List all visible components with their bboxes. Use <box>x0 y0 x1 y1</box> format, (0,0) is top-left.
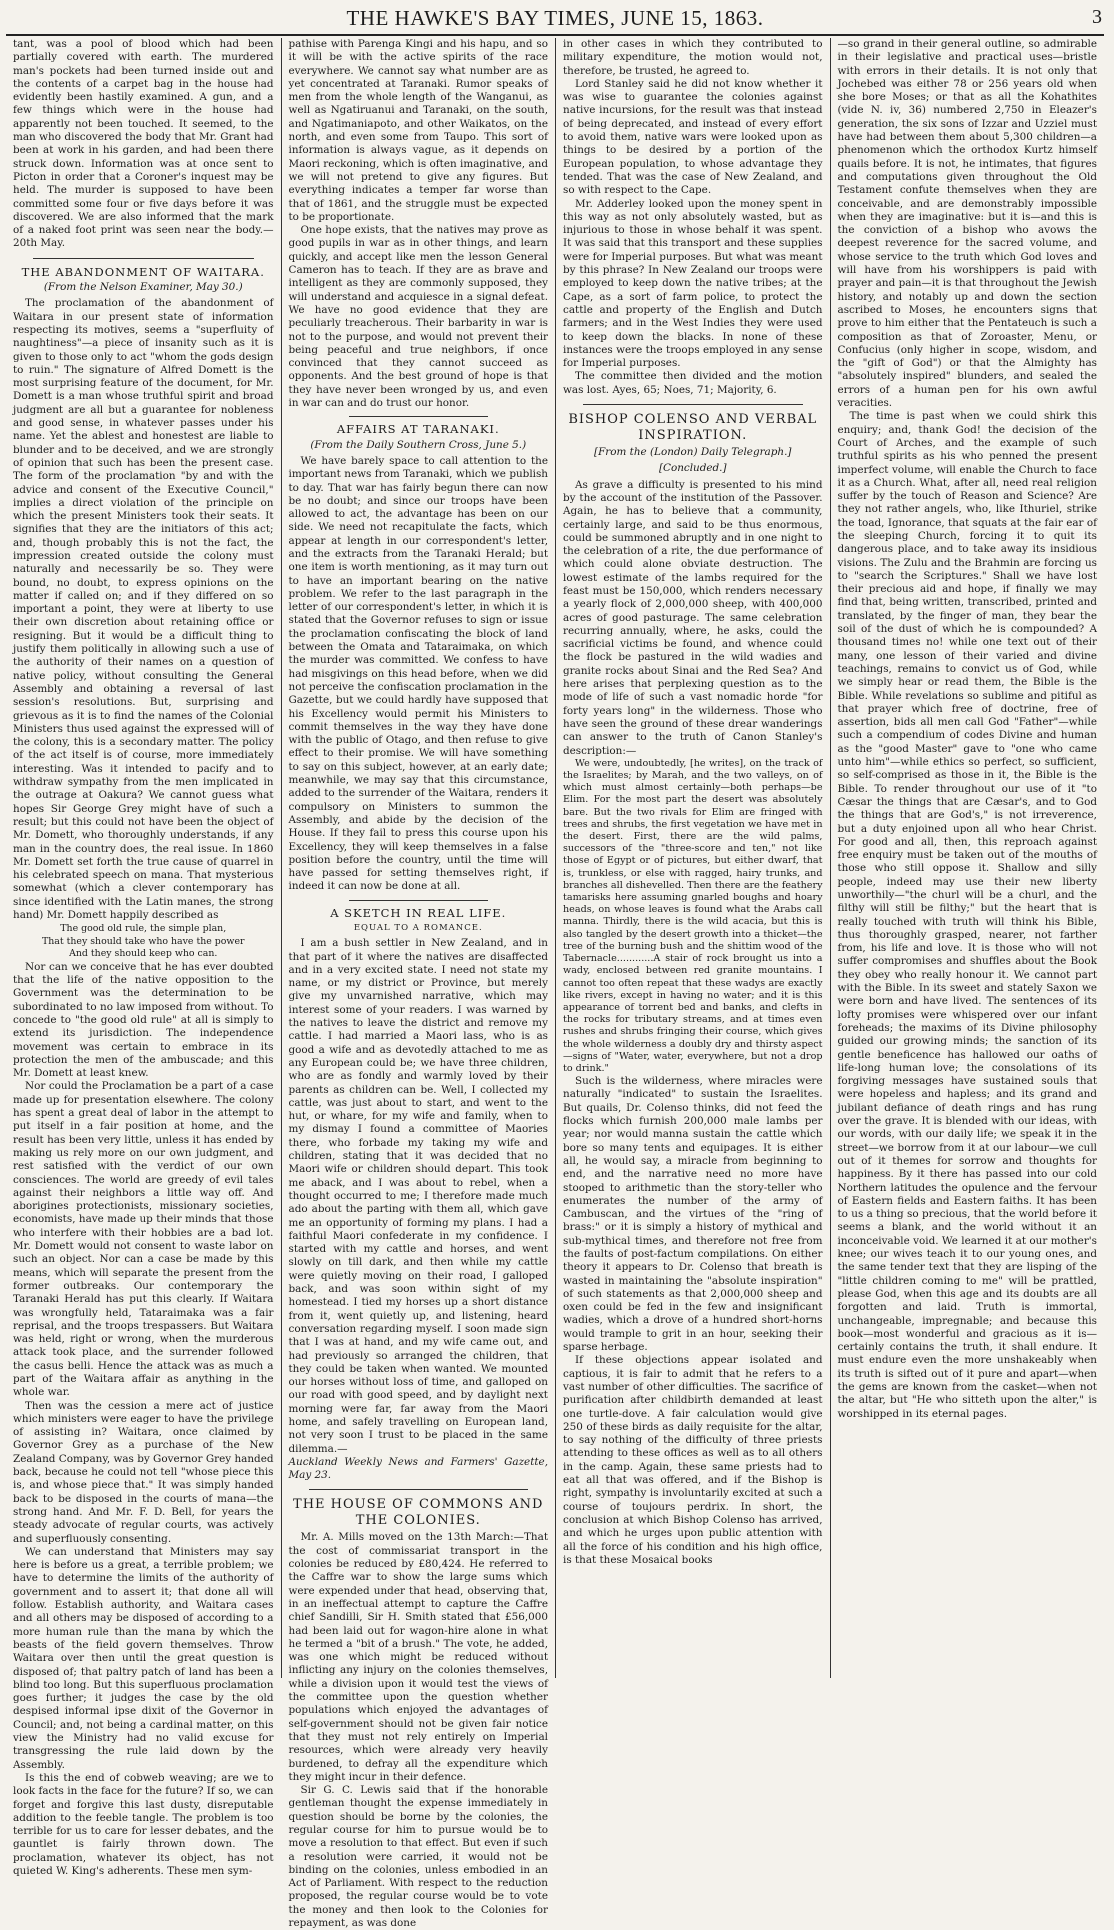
column-4 <box>830 38 1105 1678</box>
paragraph: We have barely space to call attention to the important news from Taranaki, which we publish to day. That war has fairly begun there can now be no doubt; and since our troops have been allowed to act, the advantage has been on our side. We need not recapitulate the facts, which appear at length in our correspondent's letter, and the extracts from the Taranaki Herald; but one item is worth mentioning, as it may turn out to have an important bearing on the native problem. We refer to the last paragraph in the letter of our correspondent's letter, in which it is stated that the Governor refuses to sign or issue the proclamation confiscating the block of land between the Omata and Tataraimaka, on which the murder was committed. We confess to have had misgivings on this head before, when we did not perceive the confiscation proclamation in the Gazette, but we could hardly have supposed that his Excellency would permit his Ministers to commit themselves in the way they have done with the public of Otago, and then refuse to give effect to their promise. We will have something to say on this subject, however, at an early date; meanwhile, we may say that this circumstance, added to the surrender of the Waitara, renders it compulsory on Ministers to summon the Assembly, and abide by the decision of the House. If they fail to press this course upon his Excellency, they will keep themselves in a false position before the country, until the time will have passed for setting themselves right, if indeed it can now be done at all. <box>288 454 548 893</box>
paragraph: We can understand that Ministers may say here is before us a great, a terrible problem; we have to determine the limits of the authority of government and to assert it; that done all will follow. Establish authority, and Waitara cases and all others may be disposed of according to a more human rule than the mana by which the beasts of the field govern themselves. Throw Waitara over then until the great question is disposed of; that paltry patch of land has been a blind too long. But this superfluous proclamation goes further; it judges the case by the old despised informal ipse dixit of the Governor in Council; and, not being a cardinal matter, on this view the Ministry had no valid excuse for transgressing the rule laid down by the Assembly. <box>13 1545 274 1771</box>
paragraph: The committee then divided and the motion was lost. Ayes, 65; Noes, 71; Majority, 6. <box>563 370 823 396</box>
paragraph: One hope exists, that the natives may prove as good pupils in war as in other things, and learn quickly, and accept like men the lesson General Cameron has to teach. If they are as brave and intelligent as they are commonly supposed, they will understand and acquiesce in a signal defeat. We have no good evidence that they are peculiarly treacherous. Their barbarity in war is not to the purpose, and would not prevent their being peaceful and true neighbors, if once convinced that they cannot succeed as opponents. And the best ground of hope is that they have never been wronged by us, and even in war can and do trust our honor. <box>288 224 548 410</box>
block-quote: We were, undoubtedly, [he writes], on the track of the Israelites; by Marah, and the two valleys, on of which must almost certainly—both perhaps—be Elim. For the most part the desert was absolutely bare. But the two rivals for Elim are fringed with trees and shrubs, the first vegetation we have met in the desert. First, there are the wild palms, successors of the "three-score and ten," not like those of Egypt or of pictures, but either dwarf, that is, trunkless, or else with ragged, hairy trunks, and branches all dishevelled. Then there are the feathery tamarisks here assuming gnarled boughs and hoary heads, on whose leaves is found what the Arabs call manna. Thirdly, there is the wild acacia, but this is also tangled by the desert growth into a thicket—the tree of the burning bush and the shittim wood of the Tabernacle............A stair of rock brought us into a wady, enclosed between red granite mountains. I cannot too often repeat that these wadys are exactly like rivers, except in having no water; and it is this appearance of torrent bed and banks, and clefts in the rocks for tributary streams, and at times even rushes and shrubs fringing their course, which gives the whole wilderness a doubly dry and thirsty aspect—signs of "Water, water, everywhere, but not a drop to drink." <box>563 757 823 1074</box>
paragraph: Nor could the Proclamation be a part of a case made up for presentation elsewhere. The colony has spent a great deal of labor in the attempt to put itself in a fair position at home, and the result has been very little, unless it has ended by making us rely more on our own judgment, and rest satisfied with the verdict of our own consciences. The world are greedy of evil tales against their neighbors a little way off. And aborigines protectionists, missionary societies, economists, have made up their minds that those who interfere with their hobbies are a bad lot. Mr. Domett would not consent to waste labor on such an object. Nor can a case be made by this means, which will separate the present from the former outbreaks. Our contemporary the Taranaki Herald has put this clearly. If Waitara was wrongfully held, Tataraimaka was a fair reprisal, and the troops trespassers. But Waitara was held, right or wrong, when the murderous attack took place, and the surrender followed the casus belli. Hence the attack was as much a part of the Waitara affair as anything in the whole war. <box>13 1080 274 1399</box>
paragraph: If these objections appear isolated and captious, it is fair to admit that he refers to a vast number of other difficulties. The sacrifice of purification after childbirth demanded at least one turtle-dove. A fair calculation would give 250 of these birds as daily requisite for the altar, to say nothing of the difficulty of three priests attending to these offices as well as to all others in the camp. Again, these same priests had to eat all that was offered, and if the Bishop is right, sympathy is involuntarily excited at such a course of toujours perdrix. In short, the conclusion at which Bishop Colenso has arrived, and which he urges upon public attention with all the force of his condition and his high office, is that these Mosaical books <box>563 1354 823 1566</box>
article-source: (From the Nelson Examiner, May 30.) <box>43 281 243 294</box>
divider <box>583 404 803 405</box>
article-heading: THE ABANDONMENT OF WAITARA. <box>21 264 265 279</box>
masthead <box>6 0 1104 36</box>
article-columns <box>6 38 1104 1930</box>
paragraph: Mr. Adderley looked upon the money spent in this way as not only absolutely wasted, but as injurious to those in whose behalf it was spent. It was said that this transport and these supplies were for Imperial purposes. But what was meant by this phrase? In New Zealand our troops were employed to keep down the native tribes; at the Cape, as a sort of farm police, to protect the cattle and property of the English and Dutch farmers; and in the West Indies they were used to keep down the blacks. In none of these instances were the troops employed in any sense for Imperial purposes. <box>563 197 823 370</box>
divider <box>309 1489 529 1490</box>
article-source-note: [Concluded.] <box>658 462 727 475</box>
article-continued-text: in other cases in which they contributed to military expenditure, the motion would not, therefore, be trusted, he agreed to. <box>563 38 823 77</box>
paragraph: The proclamation of the abandonment of Waitara in our present state of information respecting its motives, seems a "superfluity of naughtiness"—a piece of insanity such as it is given to those only to act "whom the gods design to ruin." The signature of Alfred Domett is the most surprising feature of the document, for Mr. Domett is a man whose truthful spirit and broad judgment are all but a guarantee for nobleness and good sense, in whatever passes under his name. Yet the ablest and honestest are liable to blunder and to be deceived, and we are strongly of opinion that such has been the present case. The form of the proclamation "by and with the advice and consent of the Executive Council," implies a direct violation of the principle on which the present Ministers took their seats. It signifies that they are the initiators of this act; and, though probably this is not the fact, the impression created outside the colony must naturally and necessarily be so. They were bound, no doubt, to express opinions on the matter if called on; and if they differed on so important a point, they were at liberty to use their own discretion about retaining office or resigning. But it would be a difficult thing to justify them politically in allowing such a use of the authority of their names on a question of native policy, without consulting the General Assembly and obtaining a reversal of last session's resolutions. But, surprising and grievous as it is to find the names of the Colonial Ministers thus used against the expressed will of the colony, this is a secondary matter. The policy of the act itself is of course, more immediately interesting. Was it intended to pacify and to withdraw sympathy from the men implicated in the outrage at Oakura? We cannot guess what hopes Sir George Grey might have of such a result; but this could not have been the object of Mr. Domett, who thoroughly understands, if any man in the country does, the real issue. In 1860 Mr. Domett set forth the true cause of quarrel in his celebrated speech on mana. That mysterious somewhat (which a clever contemporary has since identified with the Latin manes, the strong hand) Mr. Domett happily described as <box>13 297 274 921</box>
verse-line: And they should keep who can. <box>69 948 218 960</box>
divider <box>33 258 254 259</box>
paragraph: The time is past when we could shirk this enquiry; and, thank God! the decision of the Court of Arches, and the example of such truthful spirits as his who penned the present imperfect volume, will enable the Church to face it as a Church. What, after all, need real religion suffer by the touch of Reason and Science? Are they not rather angels, who, like Ithuriel, strike the toad, Ignorance, that squats at the fair ear of the sleeping Church, forcing it to quit its dangerous place, and to take away its insidious visions. The Zulu and the Brahmin are forcing us to "search the Scriptures." Shall we have lost their precious aid and hope, if finally we may find that, being written, transcribed, printed and translated, by the finger of man, they bear the soil of the dust of which he is compounded? A thousand times no! while one text out of their many, one lesson of their varied and divine teachings, remains to convict us of God, while we simply hear or read them, the Bible is the Bible. While revelations so sublime and pitiful as that prayer which free of doctrine, free of assertion, bids all men call God "Father"—while such a compendium of codes Divine and human as the "good Master" gave to "one who came unto him"—while ethics so perfect, so sufficient, so self-comprised as those in it, the Bible is the Bible. To render throughout our use of it "to Cæsar the things that are Cæsar's, and to God the things that are God's," is not irreverence, but a duty enjoined upon all who hear Christ. For good and all, then, this reproach against free enquiry must be taken out of the mouths of those who still oppose it. Shallow and silly people, indeed may use their new liberty unworthily—"the churl will be a churl, and the filthy will still be filthy;" but the heart that is really touched with truth will think his Bible, thus thoroughly grasped, nearer, not farther from, his life and love. It is those who will not suffer compromises and shuffles about the Book they obey who really honour it. We cannot part with the Bible. In its sweet and stately Saxon we were born and have lived. The sentences of its lofty promises were whispered over our infant foreheads; the maxims of its Divine philosophy guided our growing minds; the sanction of its gentle beneficence has hallowed our oaths of life-long human love; the consolations of its forgiving messages have sustained souls that were hopeless and hapless; and its grand and jubilant defiance of death rings and has rung over the grave. It is blended with our ideas, with our words, with our daily life; we speak it in the street—we borrow from it at our labour—we cull out of it themes for sorrow and thoughts for happiness. By it there has passed into our cold Northern latitudes the opulence and the fervour of Eastern fields and Eastern faiths. It has been to us a thing so precious, that the world before it seems a blank, and the world without it an inconceivable void. We learned it at our mother's knee; our wives teach it to our young ones, and the same tender text that they are lisping of the "little children coming to me" will be prattled, please God, when this age and its doubts are all forgotten and laid. Truth is immortal, unchangeable, impregnable; and because this book—most wonderful and gracious as it is—certainly contains the truth, it shall endure. It must endure even the more unshakeably when its truth is sifted out of it pure and apart—when the gems are known from the casket—when not the altar, but "He who sitteth upon the alter," is worshipped in its eternal pages. <box>837 410 1097 1420</box>
article-credit: Auckland Weekly News and Farmers' Gazette, May 23. <box>288 1455 548 1482</box>
paragraph: As grave a difficulty is presented to his mind by the account of the institution of the Passover. Again, he has to believe that a community, certainly large, and said to be thus enormous, could be summoned abruptly and in one night to the celebration of a rite, the due performance of which could alone obviate destruction. The lowest estimate of the lambs required for the feast must be 150,000, which renders necessary a yearly flock of 2,000,000 sheep, with 400,000 acres of good pasturage. The same celebration recurring annually, where, he asks, could the sacrificial victims be found, and whence could the flock be pastured in the wild wadies and granite rocks about Sinai and the Red Sea? And here arises that perplexing question as to the mode of life of such a vast nomadic horde "for forty years long" in the wilderness. Those who have seen the ground of these drear wanderings can answer to the truth of Canon Stanley's description:— <box>563 478 823 757</box>
paragraph: Sir G. C. Lewis said that if the honorable gentleman thought the expense immediately in question should be borne by the colonies, the regular course for him to pursue would be to move a resolution to that effect. But even if such a resolution were carried, it would not be binding on the colonies, unless embodied in an Act of Parliament. With respect to the reduction proposed, the regular course would be to vote the money and then look to the Colonies for repayment, as was done <box>288 1784 548 1930</box>
article-subheading: EQUAL TO A ROMANCE. <box>353 923 483 933</box>
page-number: 3 <box>1092 6 1102 28</box>
paragraph: Mr. A. Mills moved on the 13th March:—That the cost of commissariat transport in the colonies be reduced by £80,424. He referred to the Caffre war to show the large sums which were expended under that head, observing that, in an ineffectual attempt to capture the Caffre chief Sandilli, Sir H. Smith stated that £56,000 had been laid out for wagon-hire alone in what he termed a "bit of a brush." The vote, he added, was one which might be reduced without inflicting any injury on the colonies themselves, while a division upon it would test the views of the committee upon the question whether populations which enjoyed the advantages of self-government should not be given fair notice that they must not rely entirely on Imperial resources, which were already very heavily burdened, to defray all the expenditure which they might incur in their defence. <box>288 1531 548 1783</box>
article-heading: A SKETCH IN REAL LIFE. <box>330 905 507 920</box>
paragraph: Lord Stanley said he did not know whether it was wise to guarantee the colonies against native incursions, for the result was that instead of being deprecated, and instead of every effort to avoid them, native wars were looked upon as things to be desired by a portion of the European population, to whose advantage they tended. That was the case of New Zealand, and so with respect to the Cape. <box>563 77 823 197</box>
paragraph: Nor can we conceive that he has ever doubted that the life of the native opposition to the Government was the determination to be subordinated to no law imposed from without. To concede to "the good old rule" at all is simply to extend its jurisdiction. The independence movement was certain to embrace in its protection the men of the ambuscade; and this Mr. Domett at least knew. <box>13 960 274 1080</box>
article-heading: BISHOP COLENSO AND VERBAL INSPIRATION. <box>568 412 818 444</box>
paragraph: Then was the cession a mere act of justice which ministers were eager to have the privilege of assisting in? Waitara, once claimed by Governor Grey as a purchase of the New Zealand Company, was by Governor Grey handed back, because he could not tell "whose piece this is, and whose piece that." It was simply handed back to be disposed in the courts of mana—the strong hand. And Mr. F. D. Bell, for years the steady advocate of regular courts, was actively and superfluously consenting. <box>13 1399 274 1545</box>
column-1 <box>6 38 281 1877</box>
divider <box>349 416 489 417</box>
article-source: (From the Daily Southern Cross, June 5.) <box>310 438 527 451</box>
verse-line: That they should take who have the power <box>41 935 245 947</box>
divider <box>349 900 489 901</box>
article-heading: AFFAIRS AT TARANAKI. <box>336 422 500 437</box>
article-continued-text: —so grand in their general outline, so admirable in their legislative and practical uses—bristle with errors in their details. It is not only that Jochebed was either 78 or 256 years old when she bore Moses; or that as all the Kohathites (vide N. iv, 36) numbered 2,750 in Eleazer's generation, the six sons of Izzar and Uzziel must have had between them about 5,300 children—a phenomenon which the orthodox Kurtz himself quails before. It is not, he intimates, that figures and computations given throughout the Old Testament confute themselves when they are conceivable, and are demonstrably impossible when they are imaginative: but it is—and this is the conviction of a bishop who avows the deepest reverence for the sacred volume, and whose service to the truth which God loves and will have from his worshippers is paid with prayer and pain—it is that throughout the Jewish history, and notably up and down the section ascribed to Moses, he encounters signs that prove to him either that the Pentateuch is such a composition as that of Zoroaster, Menu, or Confucius (only higher in scope, wisdom, and the "gift of God") or that the Almighty has "absolutely inspired" blunders, and sealed the errors of a human pen for his own awful veracities. <box>837 38 1097 410</box>
paragraph: Such is the wilderness, where miracles were naturally "indicated" to sustain the Israelites. But quails, Dr. Colenso thinks, did not feed the flocks which furnish 200,000 male lambs per year; nor would manna sustain the cattle which bore so many tents and equipages. It is either all, he would say, a miracle from beginning to end, and the narrative need no more have stooped to arithmetic than the story-teller who enumerates the number of the army of Cambuscan, and the virtues of the "ring of brass:" or it is simply a history of mythical and sub-mythical times, and therefore not free from the faults of post-factum compilations. On either theory it appears to Dr. Colenso that breath is wasted in maintaining the "absolute inspiration" of such statements as that 2,000,000 sheep and oxen could be fed in the few and insignificant wadies, which a drove of a hundred short-horns would trample to grit in an hour, seeking their sparse herbage. <box>563 1075 823 1354</box>
paragraph: I am a bush settler in New Zealand, and in that part of it where the natives are disaffected and in a very excited state. I need not state my name, or my district or Province, but merely give my unvarnished narrative, which may interest some of your readers. I was warned by the natives to leave the district and remove my cattle. I had married a Maori lass, who is as good a wife and as devotedly attached to me as any European could be; we have three children, who are as fondly and warmly loved by their parents as children can be. Well, I collected my cattle, was just about to start, and went to the hut, or whare, for my wife and family, when to my dismay I found a committee of Maories there, who forbade my taking my wife and children, stating that it was decided that no Maori wife or children should depart. This took me aback, and I was about to rebel, when a thought occurred to me; I therefore made much ado about the parting with them all, which gave me an opportunity of forming my plans. I had a faithful Maori confederate in my confidence. I started with my cattle and horses, and went slowly on till dark, and then while my cattle were quietly moving on their road, I galloped back, and was soon within sight of my homestead. I tied my horses up a short distance from it, went quietly up, and listening, heard conversation regarding myself. I soon made sign that I was at hand, and my wife came out, and had previously so arranged the children, that they could be taken when wanted. We mounted our horses without loss of time, and galloped on our road with good speed, and by daylight next morning were far, far away from the Maori home, and safely travelling on European land, not very soon I trust to be placed in the same dilemma.— <box>288 937 548 1455</box>
article-heading: THE HOUSE OF COMMONS AND THE COLONIES. <box>293 1497 544 1529</box>
verse-line: The good old rule, the simple plan, <box>60 923 227 935</box>
article-continued-text: pathise with Parenga Kingi and his hapu, and so it will be with the active spirits of the race everywhere. We cannot say what number are as yet concentrated at Taranaki. Rumor speaks of men from the whole length of the Wanganui, as well as Ngatiruanui and Taranaki, on the south, and Ngatimaniapoto, and other Waikatos, on the north, and even some from Taupo. This sort of information is always vague, as it depends on Maori reckoning, which is often imaginative, and we will not pretend to give any figures. But everything indicates a temper far worse than that of 1861, and the struggle must be expected to be proportionate. <box>288 38 548 223</box>
article-source: [From the (London) Daily Telegraph.] <box>594 446 792 459</box>
paragraph: Is this the end of cobweb weaving; are we to look facts in the face for the future? If so, we can forget and forgive this last dusty, disreputable addition to the feeble tangle. The problem is too terrible for us to care for lesser debates, and the gauntlet is fairly thrown down. The proclamation, whatever its object, has not quieted W. King's adherents. These men sym- <box>13 1771 274 1877</box>
column-3 <box>555 38 830 1678</box>
newspaper-title: THE HAWKE'S BAY TIMES, JUNE 15, 1863. <box>346 6 764 30</box>
article-continued-text: tant, was a pool of blood which had been partially covered with earth. The murdered man's pockets had been turned inside out and the contents of a carpet bag in the house had evidently been hastily examined. A gun, and a few things which were in the house had apparently not been touched. It seemed, to the man who discovered the body that Mr. Grant had been at work in his garden, and had been there struck down. Information was at once sent to Picton in order that a Coroner's inquest may be held. The murder is supposed to have been committed some four or five days before it was discovered. We are also informed that the mark of a naked foot print was seen near the body.—20th May. <box>13 38 274 250</box>
column-2 <box>281 38 556 1930</box>
